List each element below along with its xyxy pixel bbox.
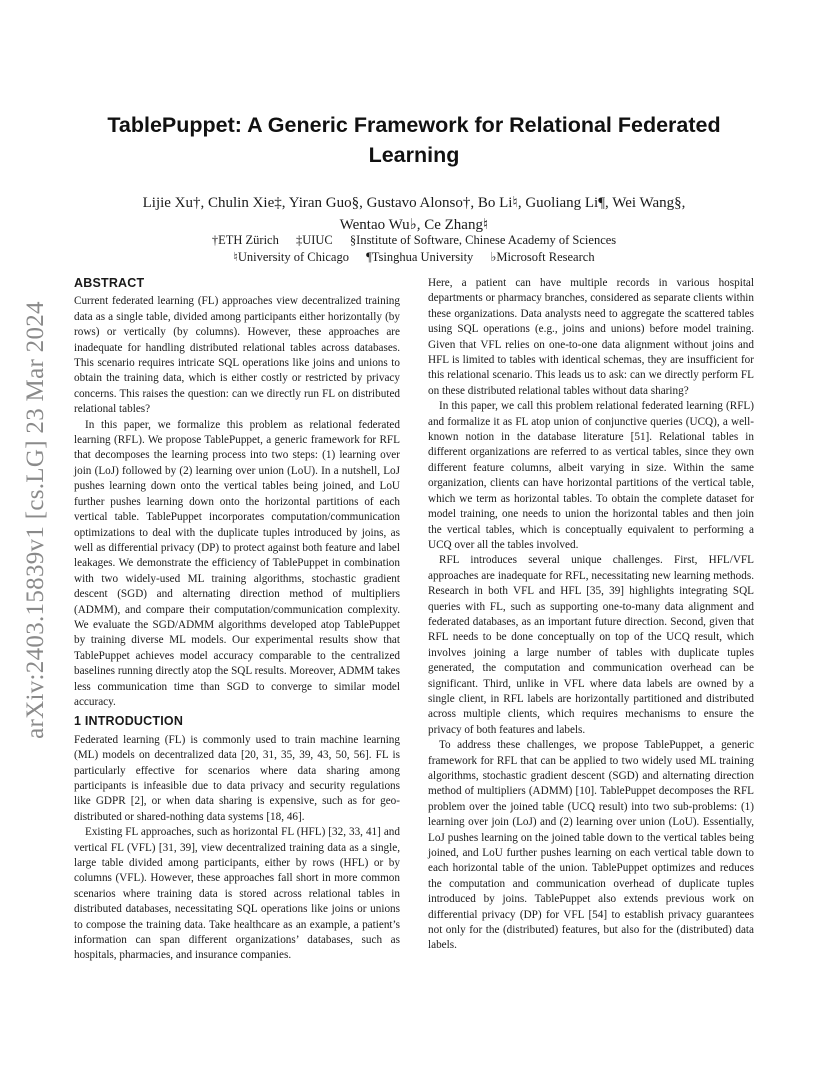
body-paragraph: To address these challenges, we propose TablePuppet, a generic framework for RFL that can be applied to two widely used ML training algorithms, stochastic gradient descent (SGD) and alternating direction method of multipliers (ADMM) [10]. TablePuppet decomposes the RFL problem over the joined table (UCQ result) into two sub-problems: (1) learning over join (LoJ) and (2) learning over union (LoU). Essentially, LoJ pushes learning on the joined table down to the vertical tables being joined, and LoU further pushes learning on each vertical table down to each horizontal table of the union. TablePuppet optimizes and reduces the computation and communication overhead of duplicate tuples introduced by joins. TablePuppet also extends previous work on differential privacy (DP) for VFL [54] to establish privacy guarantees not only for the (distributed) features, but also for the (distributed) data labels. <box>428 739 754 952</box>
body-paragraph: In this paper, we call this problem relational federated learning (RFL) and formalize it as FL atop union of conjunctive queries (UCQ), a well-known notion in the database literature [51]. Relational tables in different organizations are referred to as vertical tables, since they own different feature columns, albeit varying in size. Within the same organization, clients can have horizontal partitions of the vertical table, which we term as horizontal tables. To obtain the complete dataset for model training, one needs to union the horizontal tables and then join the vertical tables, which is conceptually equivalent to performing a UCQ over all the tables involved. <box>428 400 754 551</box>
arxiv-watermark <box>14 280 58 760</box>
body-paragraph: Here, a patient can have multiple records in various hospital departments or pharmacy branches, considered as separate clients within these organizations. Data analysts need to aggregate the scattered tables using SQL operations (e.g., joins and unions) before model training. Given that VFL relies on one-to-one data alignment without joins and HFL is limited to tables with identical schemas, they are insufficient for this relational scenario. This leads us to ask: can we directly perform FL on these distributed relational tables without data sharing? <box>428 277 754 397</box>
affiliation: ♭Microsoft Research <box>490 250 595 264</box>
affiliation: ¶Tsinghua University <box>366 250 474 264</box>
affiliation: †ETH Zürich <box>211 233 279 247</box>
introduction-heading: 1 INTRODUCTION <box>74 714 184 729</box>
affiliation: ‡UIUC <box>295 233 333 247</box>
affiliations-line-1 <box>74 232 754 249</box>
body-paragraph: RFL introduces several unique challenges. First, HFL/VFL approaches are inadequate for RFL, necessitating new learning methods. Research in both VFL and HFL [35, 39] highlights integrating SQL queries with FL, such as supporting one-to-many data alignment and federated databases, as an important future direction. Second, given that RFL needs to be done conceptually on top of the UCQ result, which involves joining a large number of tables with duplicate tuples generated, the computation and communication overhead can be significant. Third, unlike in VFL where data labels are owned by a single client, in RFL labels are horizontally partitioned and distributed across multiple clients, which requires mechanisms to ensure the privacy of both features and labels. <box>428 554 754 736</box>
author-list <box>74 192 754 236</box>
left-column <box>74 276 400 964</box>
right-column <box>428 276 754 954</box>
affiliations-line-2 <box>74 249 754 266</box>
abstract-paragraph: Current federated learning (FL) approaches view decentralized training data as a single table, divided among participants either horizontally (by rows) or vertically (by columns). However, these approaches are inadequate for handling distributed relational tables across databases. This scenario requires intricate SQL operations like joins and unions to obtain the training data, which is either costly or restricted by privacy concerns. This raises the question: can we directly run FL on distributed relational tables? <box>74 295 400 416</box>
body-paragraph: Federated learning (FL) is commonly used to train machine learning (ML) models on decentralized data [20, 31, 35, 39, 43, 50, 56]. FL is particularly effective for scenarios where data sharing among participants is infeasible due to data privacy and security regulations like GDPR [2], or when data sharing is expensive, such as for geo-distributed or shared-nothing data systems [18, 46]. <box>74 733 400 823</box>
authors-line-2: Wentao Wu♭, Ce Zhang♮ <box>339 217 489 233</box>
affiliation: §Institute of Software, Chinese Academy of Sciences <box>349 233 617 247</box>
abstract-paragraph: In this paper, we formalize this problem as relational federated learning (RFL). We propose TablePuppet, a generic framework for RFL that decomposes the learning process into two steps: (1) learning over join (LoJ) followed by (2) learning over union (LoU). In a nutshell, LoJ pushes learning down onto the vertical tables being joined, and LoU further pushes learning down onto the horizontal partitions of each vertical table. TablePuppet incorporates computation/communication optimizations to deal with the duplicate tuples introduced by joins, as well as differential privacy (DP) to protect against both feature and label leakages. We demonstrate the efficiency of TablePuppet in combination with two widely-used ML training algorithms, stochastic gradient descent (SGD) and alternating direction method of multipliers (ADMM), and compare their computation/communication complexity. We evaluate the SGD/ADMM algorithms developed atop TablePuppet by training diverse ML models. Our experimental results show that TablePuppet achieves model accuracy comparable to the centralized baselines running directly atop the SQL results. Moreover, ADMM takes less communication time than SGD to converge to similar model accuracy. <box>74 418 400 708</box>
paper-title: TablePuppet: A Generic Framework for Relational Federated Learning <box>107 113 721 167</box>
arxiv-id: arXiv:2403.15839v1 [cs.LG] 23 Mar 2024 <box>22 301 49 739</box>
abstract-heading: ABSTRACT <box>74 276 145 290</box>
authors-line-1: Lijie Xu†, Chulin Xie‡, Yiran Guo§, Gustavo Alonso†, Bo Li♮, Guoliang Li¶, Wei Wang§, <box>142 195 686 211</box>
body-paragraph: Existing FL approaches, such as horizontal FL (HFL) [32, 33, 41] and vertical FL (VFL) [31, 39], view decentralized training data as a single, large table divided among participants, either by rows (HFL) or by columns (VFL). However, these approaches fall short in more common scenarios where training data is stored across relational tables in distributed databases, necessitating SQL operations like joins or unions to compose the training data. Take healthcare as an example, a patient’s information can span different organizations’ databases, such as hospitals, pharmacies, and insurance companies. <box>74 826 400 962</box>
affiliation: ♮University of Chicago <box>233 250 349 264</box>
affiliations <box>74 232 754 266</box>
